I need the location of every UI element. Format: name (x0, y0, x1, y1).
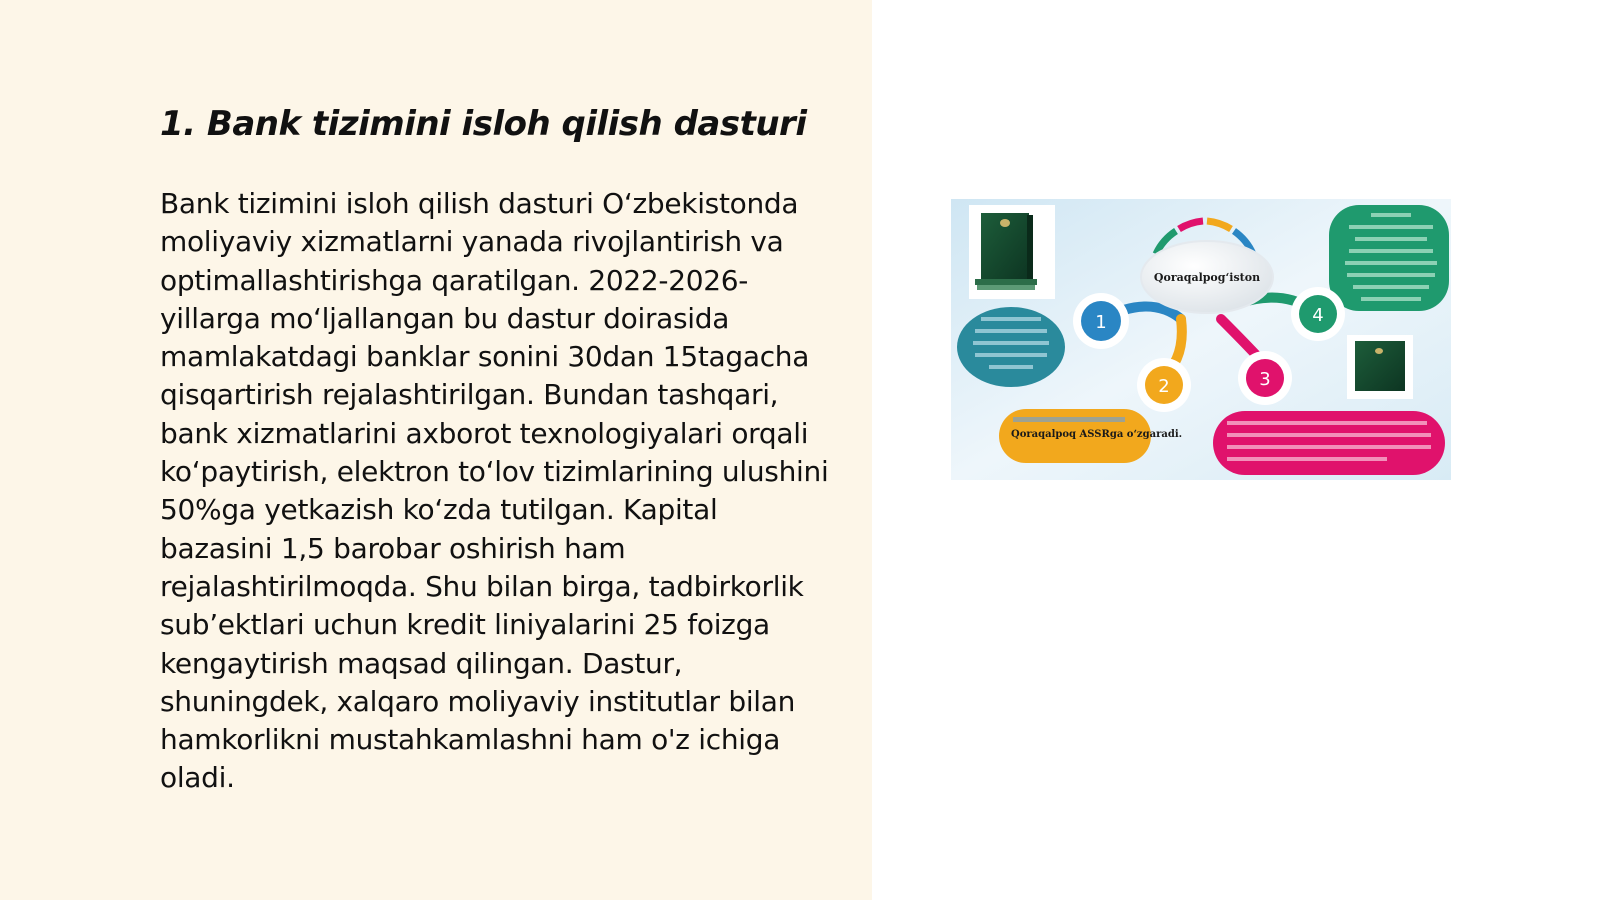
orange-box-text: Qoraqalpoq ASSRga o‘zgaradi. (1011, 429, 1183, 440)
number-label-1: 1 (1095, 312, 1107, 333)
slide-body-text: Bank tizimini isloh qilish dasturi O‘zbekistonda moliyaviy xizmatlarni yanada rivojlantirish va optimallashtirishga qaratilgan. 2022-2026-yillarga mo‘ljallangan bu dastur doirasida mamlakatdagi banklar sonini 30dan 15tagacha qisqartirish rejalashtirilgan. Bundan tashqari, bank xizmatlarini axborot texnologiyalari orqali ko‘paytirish, elektron to‘lov tizimlarining ulushini 50%ga yetkazish ko‘zda tutilgan. Kapital bazasini 1,5 barobar oshirish ham rejalashtirilmoqda. Shu bilan birga, tadbirkorlik sub’ektlari uchun kredit liniyalarini 25 foizga kengaytirish maqsad qilingan. Dastur, shuningdek, xalqaro moliyaviy institutlar bilan hamkorlikni mustahkamlashni ham o'z ichiga oladi. (160, 187, 829, 795)
pink-text-box (1213, 411, 1445, 475)
number-circle-3 (1238, 351, 1292, 405)
teal-text-box (957, 307, 1065, 387)
center-label: Qoraqalpog‘iston (1153, 271, 1261, 284)
number-label-2: 2 (1158, 376, 1170, 397)
number-label-3: 3 (1259, 369, 1271, 390)
green-text-box (1329, 205, 1449, 311)
number-circle-1 (1073, 293, 1129, 349)
number-circle-4 (1291, 287, 1345, 341)
number-label-4: 4 (1312, 305, 1324, 326)
slide-title: 1. Bank tizimini isloh qilish dasturi (160, 104, 807, 144)
number-circle-2 (1137, 358, 1191, 412)
small-book-icon (1347, 335, 1413, 399)
infographic-image (951, 199, 1451, 480)
center-bubble (1141, 241, 1273, 313)
book-icon (969, 205, 1055, 299)
